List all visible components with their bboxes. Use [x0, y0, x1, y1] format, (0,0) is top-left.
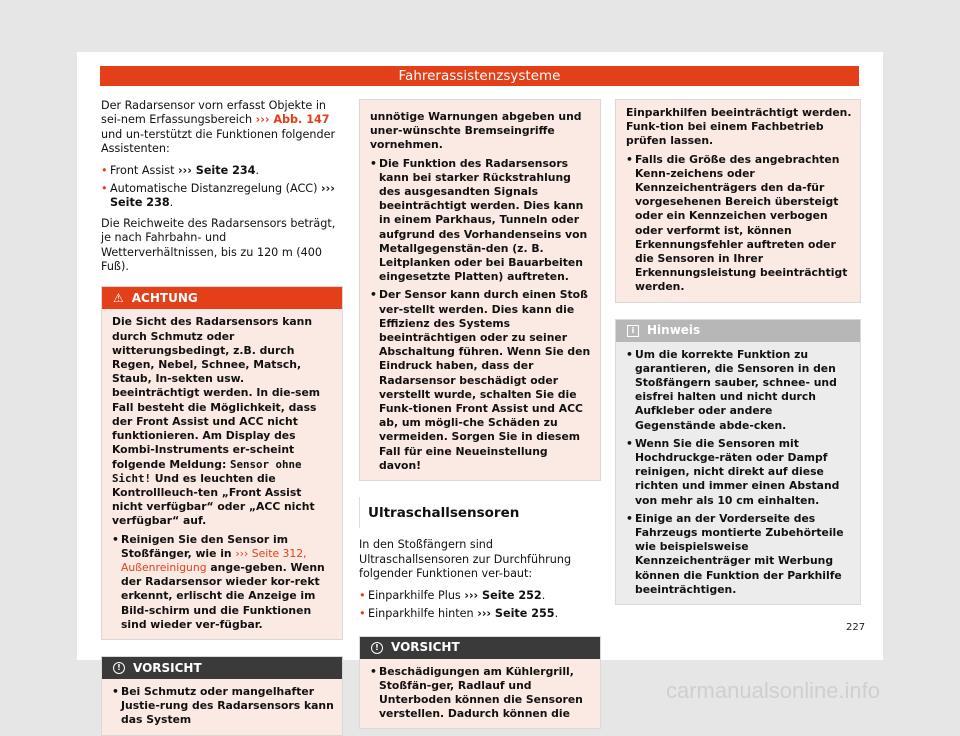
caution-body [360, 100, 600, 480]
list-item: • Reinigen Sie den Sensor im Stoßfänger, wie in ››› Seite 312, Außenreinigung ange-geben. Wenn der Radarsensor wieder kor-rekt erkennt, erlischt die Anzeige im Bild-schirm und die Funktionen sind wieder ver-fügbar. [112, 533, 334, 632]
page-link[interactable]: ››› Seite 312, Außenreinigung [121, 546, 307, 574]
caution-box-continued [615, 99, 861, 303]
continued-text: Einparkhilfen beeinträchtigt werden. Funk-tion bei einem Fachbetrieb prüfen lassen. [626, 106, 852, 148]
caution-box-continued [359, 99, 601, 481]
watermark: carmanualsonline.info [666, 678, 881, 703]
list-item: • Die Funktion des Radarsensors kann bei starker Rückstrahlung des ausgesandten Signals beeinträchtigt werden. Dies kann in einem Parkhaus, Tunneln oder aufgrund des Vorhandenseins von Metallgegenstän-den (z. B. Leitplanken oder bei Bauarbeiten eingesetzte Platten) auftreten. [370, 157, 592, 285]
note-box [615, 319, 861, 605]
list-item: • Falls die Größe des angebrachten Kenn-zeichens oder Kennzeichenträgers den da-für vorgesehenen Bereich übersteigt oder ein Kennzeichen verbogen oder verformt ist, können Erkennungsfehler auftreten oder die Sensoren in Ihrer Erkennungsleistung beeinträchtigt werden. [626, 153, 852, 295]
info-circle-icon: ! [371, 642, 383, 654]
warning-box [101, 286, 343, 639]
list-item: • Einparkhilfe hinten ››› Seite 255. [359, 607, 601, 621]
info-circle-icon: ! [113, 662, 125, 674]
list-item: • Einparkhilfe Plus ››› Seite 252. [359, 589, 601, 603]
page-link[interactable]: ››› Seite 238 [110, 182, 335, 210]
list-item: • Wenn Sie die Sensoren mit Hochdruckge-räten oder Dampf reinigen, nicht direkt auf diese richten und immer einen Abstand von mehr als 10 cm einhalten. [626, 437, 852, 508]
column-left [101, 99, 343, 736]
continued-text: unnötige Warnungen abgeben und uner-wünschte Bremseingriffe vornehmen. [370, 110, 582, 152]
page-number: 227 [846, 622, 866, 633]
page-link[interactable]: ››› Seite 252 [464, 588, 542, 602]
list-item: • Bei Schmutz oder mangelhafter Justie-rung des Radarsensors kann das System [112, 685, 334, 728]
list-item: • Um die korrekte Funktion zu garantieren, die Sensoren in den Stoßfängern sauber, schnee- und eisfrei halten und nicht durch Aufkleber oder andere Gegenstände abde-cken. [626, 348, 852, 433]
range-paragraph: Die Reichweite des Radarsensors beträgt, je nach Fahrbahn- und Wetterverhältnissen, bis zu 120 m (400 Fuß). [101, 216, 336, 274]
list-item: • Automatische Distanzregelung (ACC) ››› Seite 238. [101, 182, 343, 211]
chapter-title: Fahrerassistenzsysteme [398, 68, 561, 84]
caution-body [616, 100, 860, 302]
caution-header: ! VORSICHT [360, 637, 600, 659]
caution-box [359, 636, 601, 730]
note-header: i Hinweis [616, 320, 860, 342]
page-link[interactable]: ››› Seite 234 [178, 163, 256, 177]
caution-box [101, 656, 343, 736]
warning-body: Die Sicht des Radarsensors kann durch Schmutz oder witterungsbedingt, z.B. durch Regen, Nebel, Schnee, Matsch, Staub, In-sekten usw. beeinträchtigt werden. In die-sem Fall besteht die Möglichkeit, dass der Front Assist und ACC nicht funktionieren. Am Display des Kombi-Instruments er-scheint folgende Meldung: Sensor ohne Sicht! Und es leuchten die Kontrollleuch-ten „Front Assist nicht verfügbar“ oder „ACC nicht verfügbar“ auf. • Reinigen Sie den Sensor im Stoßfänger, wie in ››› Seite 312, Außenreinigung ange-geben. Wenn der Radarsensor wieder kor-rekt erkennt, erlischt die Anzeige im Bild-schirm und die Funktionen sind wieder ver-fügbar. [102, 309, 342, 638]
list-item: • Der Sensor kann durch einen Stoß ver-stellt werden. Dies kann die Effizienz des Systems beeinträchtigen oder zu seiner Abschaltung führen. Wenn Sie den Eindruck haben, dass der Radarsensor beschädigt oder verstellt wurde, schalten Sie die Funk-tionen Front Assist und ACC ab, um mögli-che Schäden zu vermeiden. Sorgen Sie in diesem Fall für eine Neueinstellung davon! [370, 288, 592, 473]
page-link[interactable]: ››› Seite 255 [477, 607, 555, 621]
column-middle [359, 99, 601, 729]
figure-link[interactable]: ››› Abb. 147 [255, 113, 330, 127]
list-item: • Front Assist ››› Seite 234. [101, 164, 343, 178]
column-right [615, 99, 861, 605]
section-intro: In den Stoßfängern sind Ultraschallsensoren zur Durchführung folgender Funktionen ver-baut: [359, 538, 572, 581]
warning-triangle-icon: ⚠ [113, 291, 124, 306]
caution-body [360, 659, 600, 729]
warning-header: ⚠ ACHTUNG [102, 287, 342, 309]
section-heading: Ultraschallsensoren [359, 497, 601, 528]
chapter-header [100, 66, 859, 86]
display-message: Sensor ohne Sicht! [112, 457, 302, 485]
list-item: • Einige an der Vorderseite des Fahrzeugs montierte Zubehörteile wie beispielsweise Kennzeichenträger mit Werbung können die Funktion der Parkhilfe beeinträchtigen. [626, 512, 852, 597]
list-item: • Beschädigungen am Kühlergrill, Stoßfän-ger, Radlauf und Unterboden können die Sensoren verstellen. Dadurch können die [370, 665, 592, 722]
info-icon: i [627, 325, 639, 337]
note-body [616, 342, 860, 604]
caution-header: ! VORSICHT [102, 657, 342, 679]
intro-paragraph: Der Radarsensor vorn erfasst Objekte in sei-nem Erfassungsbereich ››› Abb. 147 und un-terstützt die Funktionen folgender Assistenten: [101, 99, 336, 156]
caution-body [102, 679, 342, 735]
